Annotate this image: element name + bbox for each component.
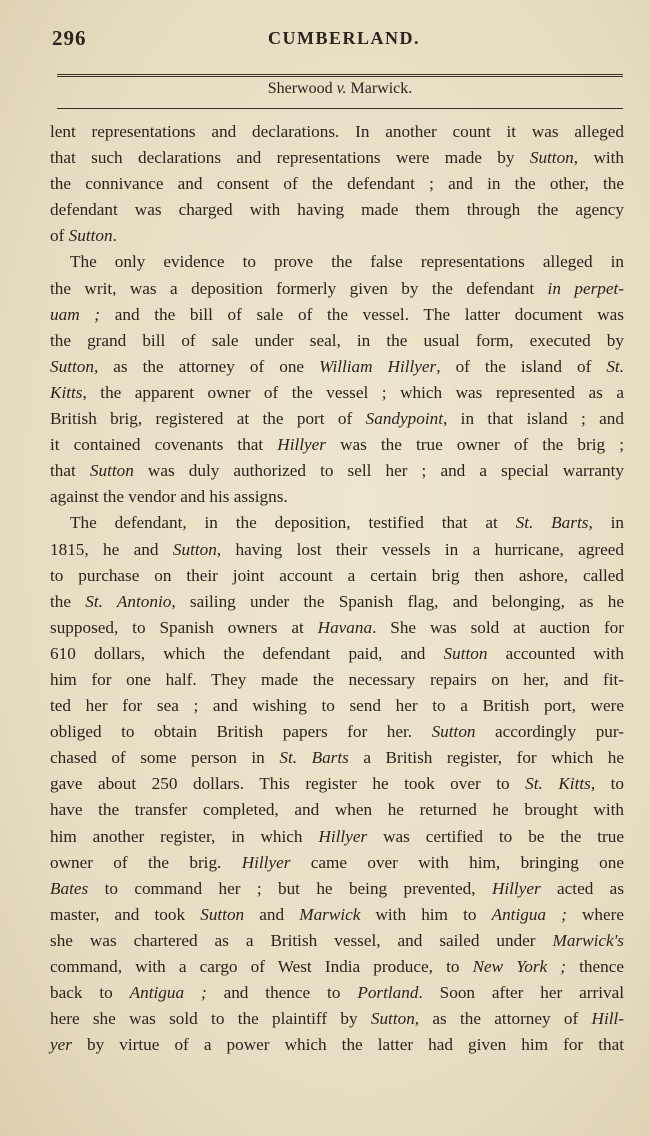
text-line: him for one half. They made the necessary repairs on her, and fit- [50, 669, 624, 689]
text-line: supposed, to Spanish owners at Havana. She was sold at auction for [50, 617, 625, 637]
text-line: The defendant, in the deposition, testified that at St. Barts, in [70, 513, 624, 533]
body-text [50, 119, 624, 1058]
running-title: CUMBERLAND. [268, 28, 421, 48]
text-line: have the transfer completed, and when he returned he brought with [50, 800, 624, 820]
text-line: gave about 250 dollars. This register he took over to St. Kitts, to [50, 774, 624, 794]
text-line: she was chartered as a British vessel, and sailed under Marwick's [50, 930, 624, 950]
text-line: against the vendor and his assigns. [50, 487, 288, 507]
text-line: to purchase on their joint account a certain brig then ashore, called [50, 565, 624, 585]
text-line: chased of some person in St. Barts a British register, for which he [50, 748, 624, 768]
text-line: 610 dollars, which the defendant paid, and Sutton accounted with [50, 643, 624, 663]
case-title-plaintiff: Sherwood [267, 80, 333, 97]
text-line: owner of the brig. Hillyer came over with him, bringing one [50, 852, 624, 872]
case-title-versus: v. [336, 80, 347, 97]
text-line: lent representations and declarations. In another count it was alleged [50, 122, 624, 141]
text-line: Bates to command her ; but he being prevented, Hillyer acted as [50, 878, 625, 898]
text-line: defendant was charged with having made them through the agency [50, 200, 624, 220]
text-line: The only evidence to prove the false representations alleged in [70, 252, 624, 272]
text-line: yer by virtue of a power which the latter had given him for that [50, 1035, 624, 1055]
text-line: Sutton, as the attorney of one William Hillyer, of the island of St. [50, 356, 624, 376]
text-line: of Sutton. [50, 226, 117, 246]
text-line: British brig, registered at the port of Sandypoint, in that island ; and [50, 409, 624, 429]
header-rule-bottom [57, 108, 623, 109]
page-number: 296 [52, 26, 87, 50]
text-line: that such declarations and representations were made by Sutton, with [50, 148, 624, 168]
header-rule-top [57, 74, 623, 77]
text-line: him another register, in which Hillyer was certified to be the true [50, 826, 625, 846]
text-line: back to Antigua ; and thence to Portland. Soon after her arrival [50, 983, 624, 1003]
text-line: Kitts, the apparent owner of the vessel ; which was represented as a [50, 382, 624, 402]
case-title-defendant: Marwick. [350, 80, 413, 97]
text-line: it contained covenants that Hillyer was the true owner of the brig ; [50, 435, 624, 455]
case-title [57, 80, 623, 98]
running-head [52, 26, 620, 54]
text-line: that Sutton was duly authorized to sell her ; and a special warranty [50, 461, 624, 481]
text-line: the St. Antonio, sailing under the Spanish flag, and belonging, as he [50, 591, 624, 611]
text-line: obliged to obtain British papers for her. Sutton accordingly pur- [50, 722, 624, 742]
text-line: the grand bill of sale under seal, in the usual form, executed by [50, 330, 624, 350]
text-line: uam ; and the bill of sale of the vessel. The latter document was [50, 304, 624, 324]
text-line: master, and took Sutton and Marwick with him to Antigua ; where [50, 904, 624, 924]
text-line: 1815, he and Sutton, having lost their vessels in a hurricane, agreed [50, 539, 624, 559]
text-line: here she was sold to the plaintiff by Sutton, as the attorney of Hill- [50, 1009, 624, 1029]
text-line: command, with a cargo of West India produce, to New York ; thence [50, 957, 624, 976]
text-line: ted her for sea ; and wishing to send her to a British port, were [50, 696, 624, 716]
text-line: the writ, was a deposition formerly given by the defendant in perpet- [50, 278, 624, 298]
text-line: the connivance and consent of the defendant ; and in the other, the [50, 174, 624, 194]
